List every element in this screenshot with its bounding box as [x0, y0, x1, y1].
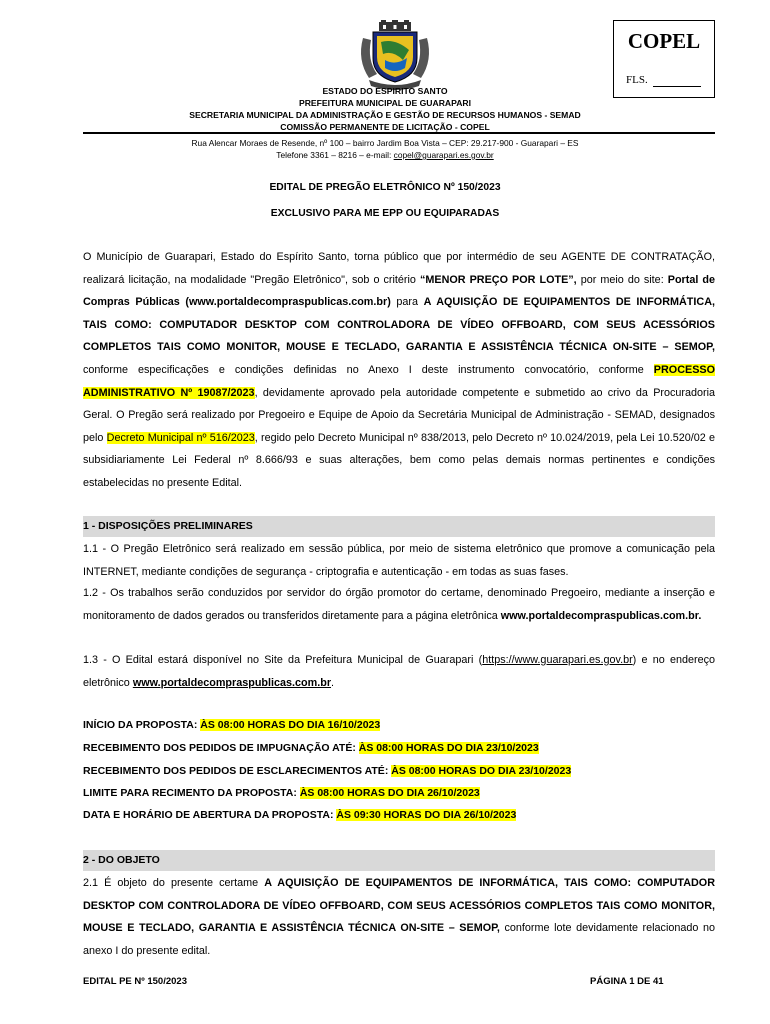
header-state: ESTADO DO ESPIRITO SANTO — [322, 86, 448, 96]
coat-of-arms-logo — [355, 20, 435, 90]
portal-link[interactable]: www.portaldecompraspublicas.com.br — [132, 676, 332, 689]
header-prefeitura: PREFEITURA MUNICIPAL DE GUARAPARI — [298, 98, 472, 108]
section-2-heading: 2 - DO OBJETO — [83, 850, 715, 871]
section-1-3-text-c: . — [331, 676, 335, 689]
intro-text-3: para — [390, 296, 424, 309]
date-value: ÀS 08:00 HORAS DO DIA 26/10/2023 — [299, 787, 480, 799]
date-label: LIMITE PARA RECIMENTO DA PROPOSTA: — [83, 787, 300, 799]
date-line — [83, 760, 715, 783]
date-label: RECEBIMENTO DOS PEDIDOS DE IMPUGNAÇÃO ATÉ: — [83, 742, 359, 754]
footer-page-number: PÁGINA 1 DE 41 — [590, 976, 664, 987]
section-2-1-text-a: 2.1 É objeto do presente certame — [83, 877, 265, 889]
intro-text-5: , devidamente aprovado pela autoridade competente e submetido ao crivo da Procuradoria Geral. O Pregão será realizado por Pregoeiro e Equipe de Apoio da Secretária Municipal de Administração - SEMAD, designados pelo — [83, 386, 716, 444]
intro-criterion: “MENOR PREÇO POR LOTE”, — [419, 273, 577, 286]
copel-box-title: COPEL — [627, 29, 701, 53]
section-1-2-text: 1.2 - Os trabalhos serão conduzidos por servidor do órgão promotor do certame, denominado Pregoeiro, mediante a inserção e monitoramento de dados gerados ou transferidos diretamente para a página eletrônica — [83, 587, 715, 622]
section-2-1 — [83, 872, 715, 962]
date-line — [83, 804, 715, 827]
header-comissao: COMISSÃO PERMANENTE DE LICITAÇÃO - COPEL — [280, 122, 490, 132]
intro-text-2: por meio do site: — [576, 273, 668, 286]
date-value: ÀS 08:00 HORAS DO DIA 16/10/2023 — [200, 719, 381, 731]
address-line: Rua Alencar Moraes de Resende, nº 100 – bairro Jardim Boa Vista – CEP: 29.217-900 - Guarapari – ES — [191, 138, 579, 148]
date-label: RECEBIMENTO DOS PEDIDOS DE ESCLARECIMENTOS ATÉ: — [83, 765, 392, 777]
section-2-1-object: A AQUISIÇÃO DE EQUIPAMENTOS DE INFORMÁTICA, TAIS COMO: COMPUTADOR DESKTOP COM CONTROLADORA DE VÍDEO OFFBOARD, COM SEUS ACESSÓRIOS COMPLETOS TAIS COMO MONITOR, MOUSE E TECLADO, GARANTIA E ASSISTÊNCIA TÉCNICA ON-SITE – SEMOP, — [83, 877, 716, 935]
header-secretaria: SECRETARIA MUNICIPAL DA ADMINISTRAÇÃO E GESTÃO DE RECURSOS HUMANOS - SEMAD — [189, 110, 581, 120]
section-1-heading: 1 - DISPOSIÇÕES PRELIMINARES — [83, 516, 715, 537]
intro-paragraph — [83, 246, 715, 495]
intro-text-4: conforme especificações e condições definidas no Anexo I deste instrumento convocatório, conforme — [83, 363, 654, 376]
section-2-1-text-b: conforme lote devidamente relacionado no anexo I do presente edital. — [83, 922, 715, 957]
date-value: ÀS 08:00 HORAS DO DIA 23/10/2023 — [391, 765, 572, 777]
section-1-3-text-a: 1.3 - O Edital estará disponível no Site da Prefeitura Municipal de Guarapari ( — [83, 654, 483, 666]
document-title: EDITAL DE PREGÃO ELETRÔNICO Nº 150/2023 — [269, 182, 501, 193]
intro-object: A AQUISIÇÃO DE EQUIPAMENTOS DE INFORMÁTICA, TAIS COMO: COMPUTADOR DESKTOP COM CONTROLADORA DE VÍDEO OFFBOARD, COM SEUS ACESSÓRIOS COMPLETOS TAIS COMO MONITOR, MOUSE E TECLADO, GARANTIA E ASSISTÊNCIA TÉCNICA ON-SITE – SEMOP, — [83, 296, 715, 354]
section-1-1: 1.1 - O Pregão Eletrônico será realizado em sessão pública, por meio de sistema eletrônico que promove a comunicação pela INTERNET, mediante condições de segurança - criptografia e autenticação - em todas as suas fases. — [83, 543, 715, 578]
footer-edital: EDITAL PE Nº 150/2023 — [83, 976, 187, 987]
document-subtitle: EXCLUSIVO PARA ME EPP OU EQUIPARADAS — [270, 208, 500, 219]
email-link[interactable]: copel@guarapari.es.gov.br — [393, 150, 494, 160]
section-1-2-site: www.portaldecompraspublicas.com.br. — [500, 609, 702, 622]
section-1-2 — [83, 582, 715, 627]
date-value: ÀS 08:00 HORAS DO DIA 23/10/2023 — [358, 742, 539, 754]
date-value: ÀS 09:30 HORAS DO DIA 26/10/2023 — [336, 809, 517, 821]
fls-label: FLS. — [626, 74, 648, 86]
date-line — [83, 737, 715, 760]
date-line — [83, 714, 715, 737]
intro-portal: Portal de Compras Públicas (www.portaldecompraspublicas.com.br) — [83, 273, 715, 309]
intro-text-1: O Município de Guarapari, Estado do Espírito Santo, torna público que por intermédio de seu AGENTE DE CONTRATAÇÃO, realizará licitação, na modalidade "Pregão Eletrônico", sob o critério — [83, 251, 715, 286]
date-line — [83, 782, 715, 805]
intro-process-number: PROCESSO ADMINISTRATIVO Nº 19087/2023 — [83, 363, 715, 399]
header-divider — [83, 132, 715, 134]
date-label: DATA E HORÁRIO DE ABERTURA DA PROPOSTA: — [83, 809, 337, 821]
section-1-3 — [83, 649, 715, 694]
intro-decree: Decreto Municipal nº 516/2023 — [106, 431, 255, 444]
contact-phone: Telefone 3361 – 8216 – e-mail: — [276, 150, 394, 160]
intro-text-6: , regido pelo Decreto Municipal nº 838/2013, pelo Decreto nº 10.024/2019, pela Lei 10.520/02 e subsidiariamente Lei Federal nº 8.666/93 e suas alterações, bem como pelas demais normas pertinentes e condições estabelecidas no presente Edital. — [83, 431, 715, 489]
contact-line — [0, 149, 770, 161]
date-label: INÍCIO DA PROPOSTA: — [83, 719, 201, 731]
section-1-3-text-b: ) e no endereço eletrônico — [83, 654, 715, 689]
prefeitura-site-link[interactable]: https://www.guarapari.es.gov.br — [482, 654, 633, 666]
